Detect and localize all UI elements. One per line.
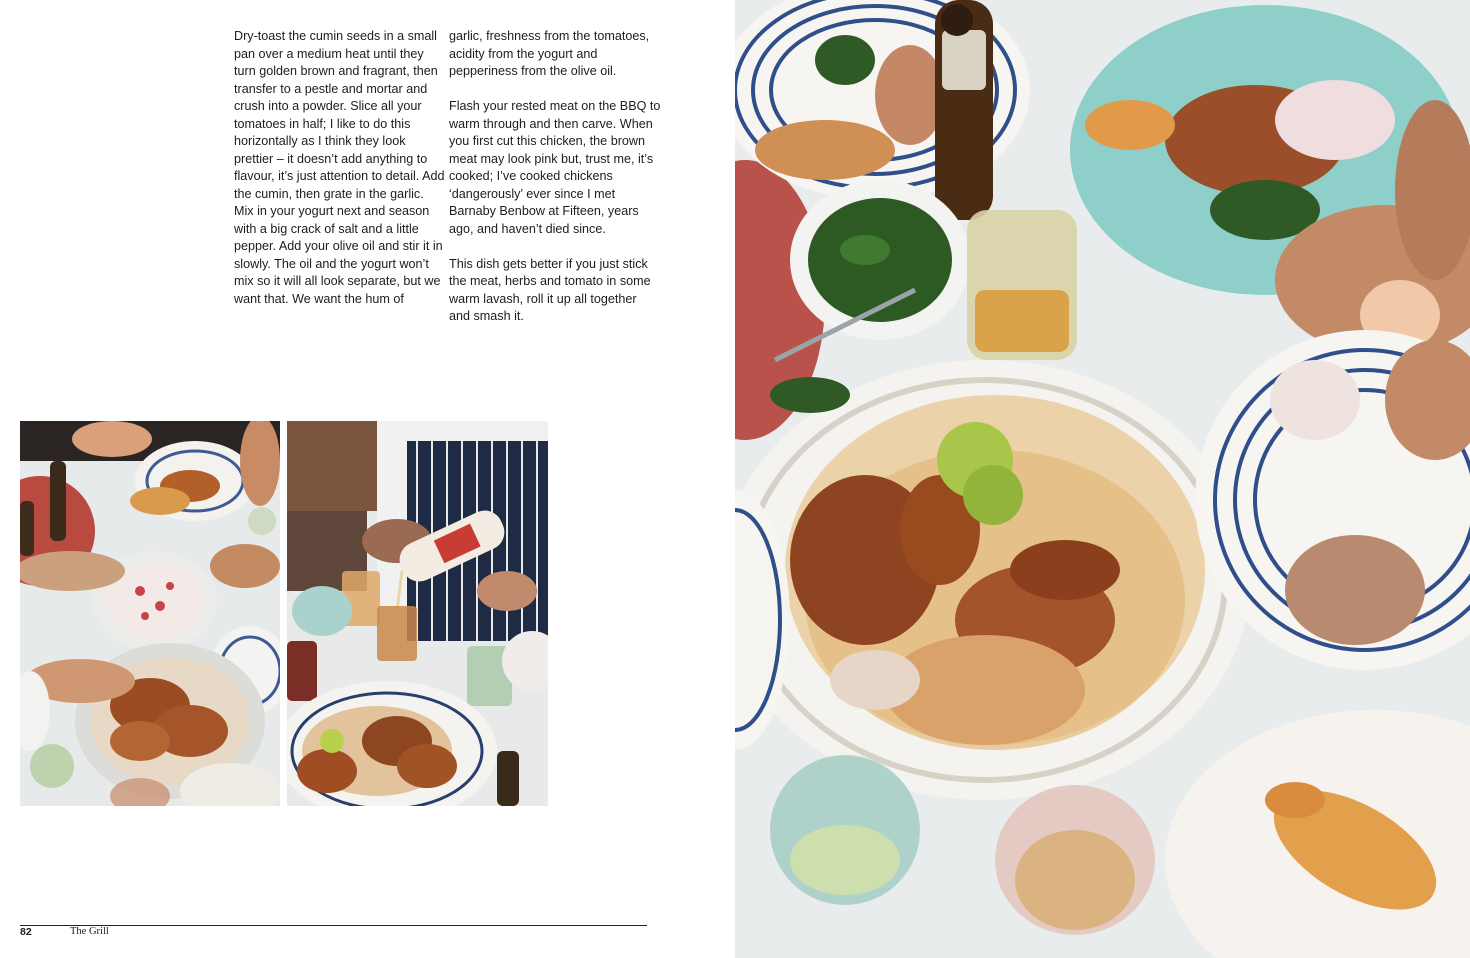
photo-feast-overhead	[735, 0, 1470, 958]
running-head: The Grill	[70, 926, 109, 937]
text-column-2	[449, 28, 661, 343]
footer-rule	[20, 925, 647, 926]
paragraph: garlic, freshness from the tomatoes, acidity from the yogurt and pepperiness from the olive oil.	[449, 29, 650, 78]
paragraph: This dish gets better if you just stick the meat, herbs and tomato in some warm lavash, roll it up all together and smash it.	[449, 256, 651, 323]
photo-table-overhead	[20, 421, 280, 806]
paragraph: Flash your rested meat on the BBQ to warm through and then carve. When you first cut this chicken, the brown meat may look pink but, trust me, it’s cooked; I’ve cooked chickens ‘dangerously’ ever since I met Barnaby Benbow at Fifteen, years ago, and haven’t died since.	[449, 99, 661, 236]
paragraph: Dry-toast the cumin seeds in a small pan over a medium heat until they turn golden brown and fragrant, then transfer to a pestle and mortar and crush into a powder. Slice all your tomatoes in half; I like to do this horizontally as I think they look prettier – it doesn’t add anything to flavour, it’s just attention to detail. Add the cumin, then grate in the garlic. Mix in your yogurt next and season with a big crack of salt and a little pepper. Add your olive oil and stir it in slowly. The oil and the yogurt won’t mix so it will all look separate, but we want that. We want the hum of	[234, 29, 445, 306]
page-number: 82	[20, 926, 32, 938]
photo-pouring-drink	[287, 421, 548, 806]
text-column-1	[234, 28, 446, 326]
